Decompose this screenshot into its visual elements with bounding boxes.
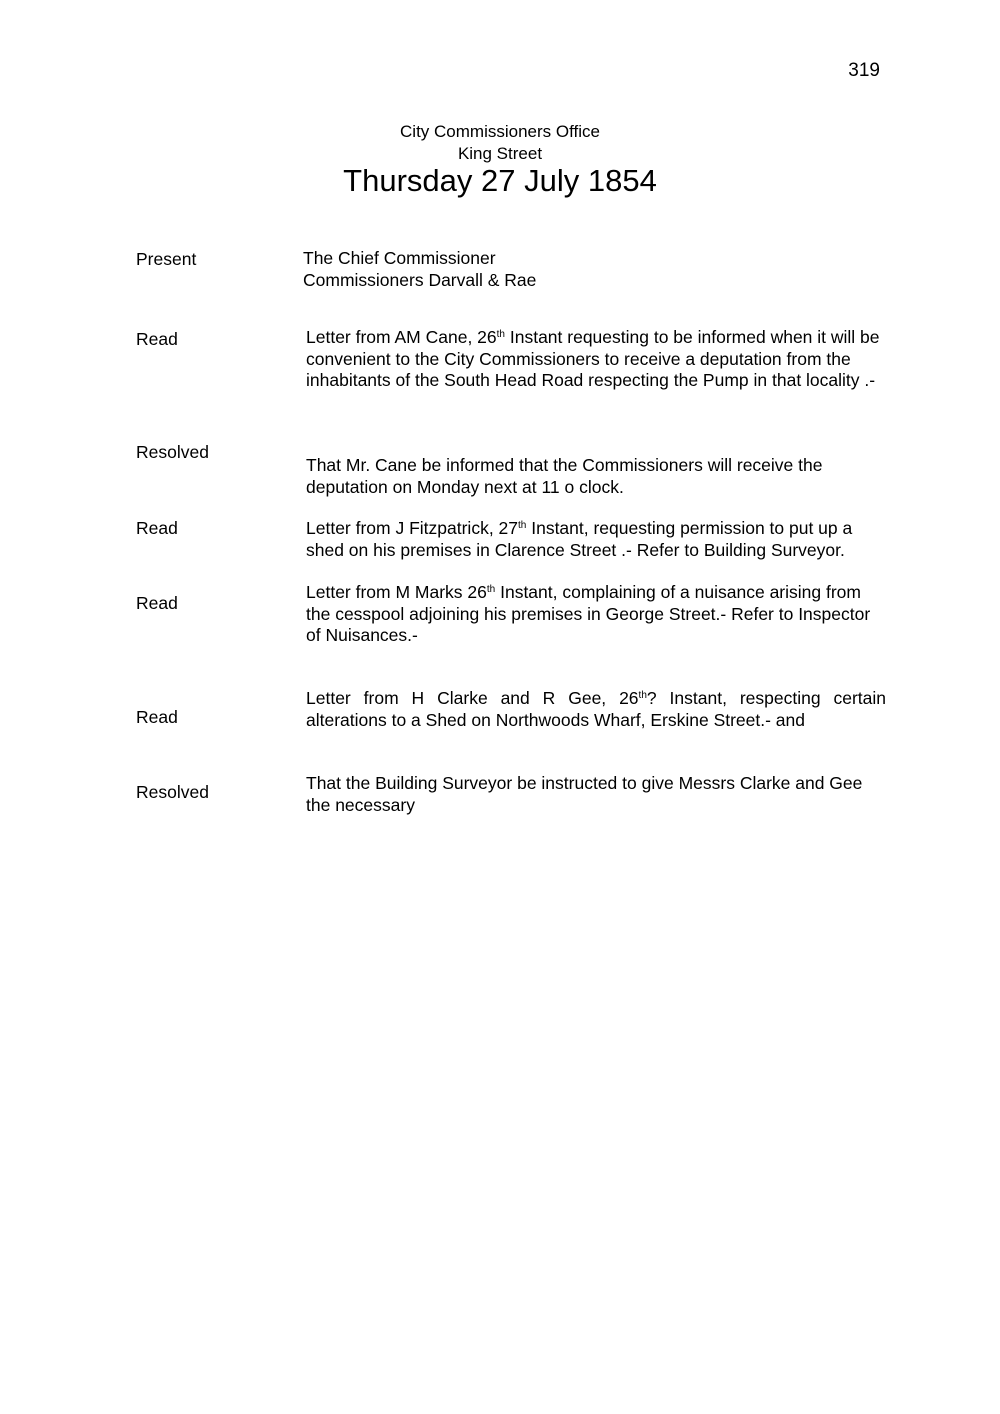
entry-text-part: Letter from H Clarke and R Gee, 26 (306, 688, 639, 708)
entry-label-resolved: Resolved (136, 442, 209, 462)
page-number: 319 (848, 60, 880, 81)
entry-text-cane-letter (306, 327, 886, 392)
entry-text-part: Letter from AM Cane, 26 (306, 327, 497, 347)
office-name: City Commissioners Office (400, 122, 600, 141)
entry-label-read: Read (136, 329, 178, 349)
entry-text-clarke-gee-letter (306, 688, 886, 731)
attendee-line: Commissioners Darvall & Rae (303, 269, 537, 290)
attendee-line: The Chief Commissioner (303, 248, 496, 268)
ordinal-suffix: th (638, 690, 647, 701)
street-name: King Street (457, 144, 543, 163)
entry-label-read: Read (136, 593, 178, 613)
entry-text-part: Letter from J Fitzpatrick, 27 (306, 518, 519, 538)
entry-text-part: Letter from M Marks 26 (306, 582, 487, 602)
attendees-list (303, 248, 883, 291)
entry-text-part: Instant requesting to be informed when it will be convenient to the City Commissioners to receive a deputation from the inhabitants of the South Head Road respecting the Pump in that locality .- (306, 327, 880, 390)
ordinal-suffix: th (496, 329, 505, 340)
entry-label-resolved: Resolved (136, 782, 209, 802)
entry-text-clarke-gee-resolution: That the Building Surveyor be instructed to give Messrs Clarke and Gee the necessary (306, 773, 863, 815)
entry-text-marks-letter (306, 582, 886, 647)
ordinal-suffix: th (486, 584, 496, 595)
entry-text-fitzpatrick-letter (306, 518, 886, 561)
present-label: Present (136, 249, 197, 269)
entry-label-read: Read (136, 518, 178, 538)
entry-text-part: Instant, complaining of a nuisance arising from the cesspool adjoining his premises in George Street.- Refer to Inspector of Nuisances.- (306, 582, 871, 645)
meeting-date-heading: Thursday 27 July 1854 (343, 163, 657, 198)
entry-label-read: Read (136, 707, 178, 727)
ordinal-suffix: th (518, 520, 527, 531)
entry-text-cane-resolution: That Mr. Cane be informed that the Commissioners will receive the deputation on Monday next at 11 o clock. (306, 455, 823, 497)
entry-text-part: ? Instant, respecting certain alterations to a Shed on Northwoods Wharf, Erskine Street.- and (306, 688, 887, 730)
entry-text-part: Instant, requesting permission to put up a shed on his premises in Clarence Street .- Refer to Building Surveyor. (306, 518, 853, 560)
